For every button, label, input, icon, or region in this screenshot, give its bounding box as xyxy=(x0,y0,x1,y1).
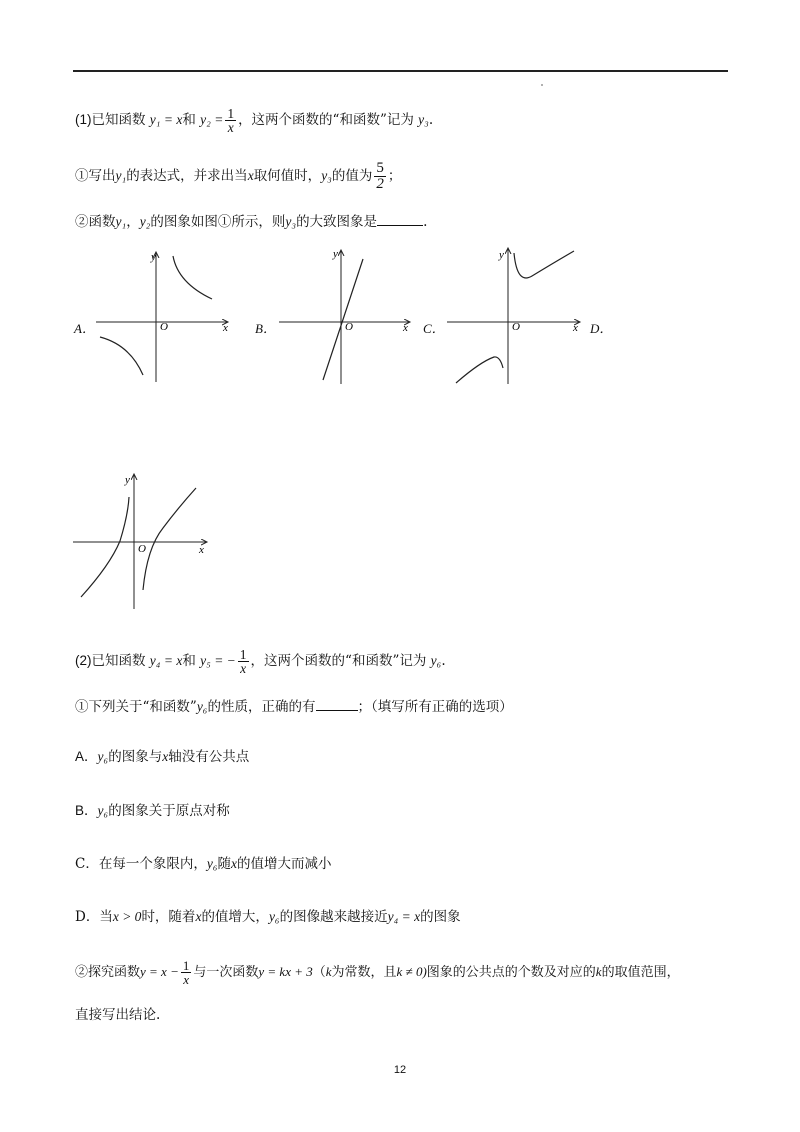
graph-c xyxy=(447,248,580,384)
graph-d xyxy=(73,474,207,609)
q1-intro: (1)已知函数 y₁ = x和 y₂ = $\frac{1}{x}$ ，这两个函数的“和函数”记为 y₃. xyxy=(75,106,434,135)
option-a-label: A． xyxy=(74,321,95,336)
graph-b-line xyxy=(323,259,363,380)
sub2-fraction: $\frac{1}{x}$ xyxy=(182,958,190,987)
q1-sub1: ①写出y₁的表达式，并求出当x取何值时，y₃的值为 $\frac{5}{2}$ ； xyxy=(75,160,402,192)
graph-b-x-label: x xyxy=(403,322,408,334)
option-d-label: D． xyxy=(590,321,613,336)
q2-sub1: ①下列关于“和函数”y₆的性质，正确的有 ；（填写所有正确的选项） xyxy=(75,699,513,715)
graph-a-curve-q1 xyxy=(173,256,212,299)
five-halves-fraction: $\frac{5}{2}$ xyxy=(376,160,384,192)
graph-d-curve-right xyxy=(143,488,196,590)
graph-a-x-label: x xyxy=(223,322,228,334)
graph-d-x-label: x xyxy=(199,544,204,556)
q2-sub2-line2: 直接写出结论. xyxy=(75,1007,161,1023)
q2-intro: (2)已知函数 y₄ = x和 y₅ = − $\frac{1}{x}$ ，这两个函数的“和函数”记为 y₆. xyxy=(75,647,446,676)
q2-option-b: B．y₆的图象关于原点对称 xyxy=(75,803,230,819)
graph-a-y-label: y xyxy=(151,251,156,263)
graph-b-y-label: y xyxy=(333,248,338,260)
graph-c-curve-q3 xyxy=(456,357,503,383)
graph-d-curve-left xyxy=(81,497,129,597)
graph-a-origin: O xyxy=(160,321,168,333)
q1-label: (1) xyxy=(75,112,92,127)
graph-a-curve-q3 xyxy=(100,337,143,375)
graph-c-y-label: y xyxy=(499,249,504,261)
graph-b xyxy=(279,248,410,384)
q2-sub2: ②探究函数y = x − $\frac{1}{x}$ 与一次函数y = kx + 3（k为常数，且k ≠ 0)图象的公共点的个数及对应的k的取值范围， xyxy=(75,958,680,987)
graph-c-origin: O xyxy=(512,321,520,333)
graph-a xyxy=(96,251,228,382)
y1-expression: y₁ = x xyxy=(149,112,183,127)
option-b-label: B． xyxy=(255,321,276,336)
q2-option-a: A．y₆的图象与x轴没有公共点 xyxy=(75,749,250,765)
q1-sub2: ②函数y₁，y₂的图象如图①所示，则y₃的大致图象是 . xyxy=(75,214,428,230)
graph-b-origin: O xyxy=(345,321,353,333)
graph-c-x-label: x xyxy=(573,322,578,334)
y2-fraction: $\frac{1}{x}$ xyxy=(227,106,235,135)
q2-option-d: D．当x > 0时，随着x的值增大，y₆的图像越来越接近y₄ = x的图象 xyxy=(75,909,461,925)
answer-blank-2 xyxy=(316,698,358,711)
graph-d-origin: O xyxy=(138,543,146,555)
y5-fraction: $\frac{1}{x}$ xyxy=(239,647,247,676)
q2-label: (2) xyxy=(75,653,92,668)
page-number: 12 xyxy=(393,1064,407,1076)
q2-option-c: C．在每一个象限内，y₆随x的值增大而减小 xyxy=(75,856,332,872)
graph-c-curve-q1 xyxy=(514,251,574,278)
graph-d-y-label: y xyxy=(125,474,130,486)
option-c-label: C． xyxy=(423,321,445,336)
